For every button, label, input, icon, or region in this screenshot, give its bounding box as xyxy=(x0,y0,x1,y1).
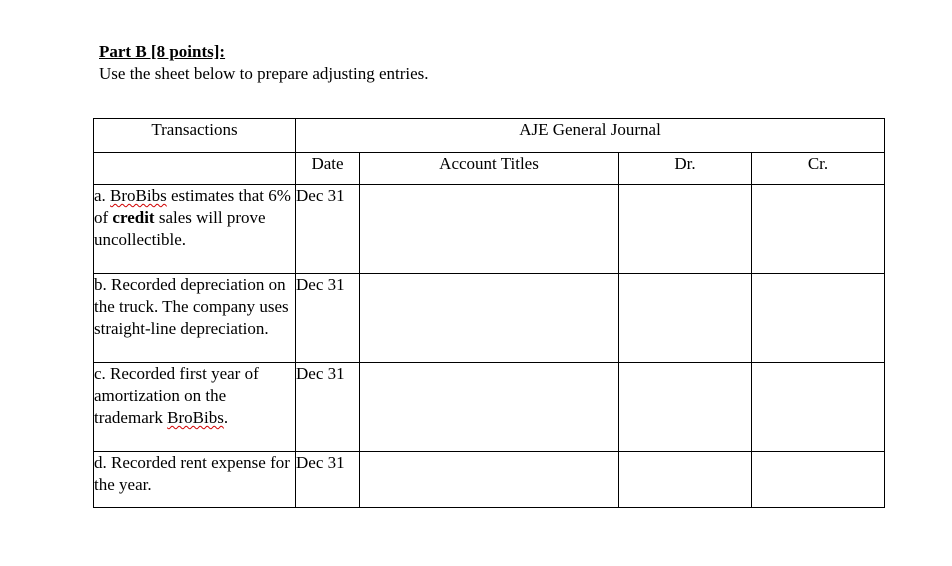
date-column-header: Date xyxy=(296,153,360,185)
adjusting-entries-table xyxy=(93,118,885,508)
part-heading: Part B [8 points]: xyxy=(99,42,226,61)
text-run: sales will prove uncollectible. xyxy=(94,208,266,249)
table-header-row xyxy=(94,119,885,153)
debit-cell[interactable] xyxy=(619,363,752,452)
credit-cell[interactable] xyxy=(752,274,885,363)
credit-cell[interactable] xyxy=(752,363,885,452)
text-run: c. Recorded first year of amortization on the trademark xyxy=(94,364,259,427)
credit-cell[interactable] xyxy=(752,185,885,274)
debit-cell[interactable] xyxy=(619,274,752,363)
transaction-description xyxy=(94,452,296,508)
blank-header-cell xyxy=(94,153,296,185)
column-header-row xyxy=(94,153,885,185)
entry-date: Dec 31 xyxy=(296,274,360,363)
debit-cell[interactable] xyxy=(619,185,752,274)
text-run: d. Recorded rent expense for the year. xyxy=(94,453,290,494)
spellcheck-word: BroBibs xyxy=(167,408,224,427)
journal-header: AJE General Journal xyxy=(296,119,885,153)
account-titles-cell[interactable] xyxy=(360,363,619,452)
debit-column-header: Dr. xyxy=(619,153,752,185)
entry-date: Dec 31 xyxy=(296,452,360,508)
text-run: . xyxy=(223,408,229,427)
transaction-description xyxy=(94,274,296,363)
bold-word: credit xyxy=(112,208,155,227)
text-run: estimates that 6% of xyxy=(94,186,291,227)
transaction-description xyxy=(94,185,296,274)
account-titles-cell[interactable] xyxy=(360,185,619,274)
text-run: a. xyxy=(94,186,111,205)
credit-cell[interactable] xyxy=(752,452,885,508)
entry-date: Dec 31 xyxy=(296,363,360,452)
text-run: b. Recorded depreciation on the truck. The company uses straight-line depreciation. xyxy=(94,275,289,338)
debit-cell[interactable] xyxy=(619,452,752,508)
account-titles-column-header: Account Titles xyxy=(360,153,619,185)
table-row xyxy=(94,274,885,363)
table-row xyxy=(94,185,885,274)
transactions-header: Transactions xyxy=(94,119,296,153)
account-titles-cell[interactable] xyxy=(360,274,619,363)
table-row xyxy=(94,452,885,508)
table-row xyxy=(94,363,885,452)
instructions-text: Use the sheet below to prepare adjusting entries. xyxy=(99,64,429,83)
credit-column-header: Cr. xyxy=(752,153,885,185)
entry-date: Dec 31 xyxy=(296,185,360,274)
transaction-description xyxy=(94,363,296,452)
spellcheck-word: BroBibs xyxy=(110,186,167,205)
account-titles-cell[interactable] xyxy=(360,452,619,508)
